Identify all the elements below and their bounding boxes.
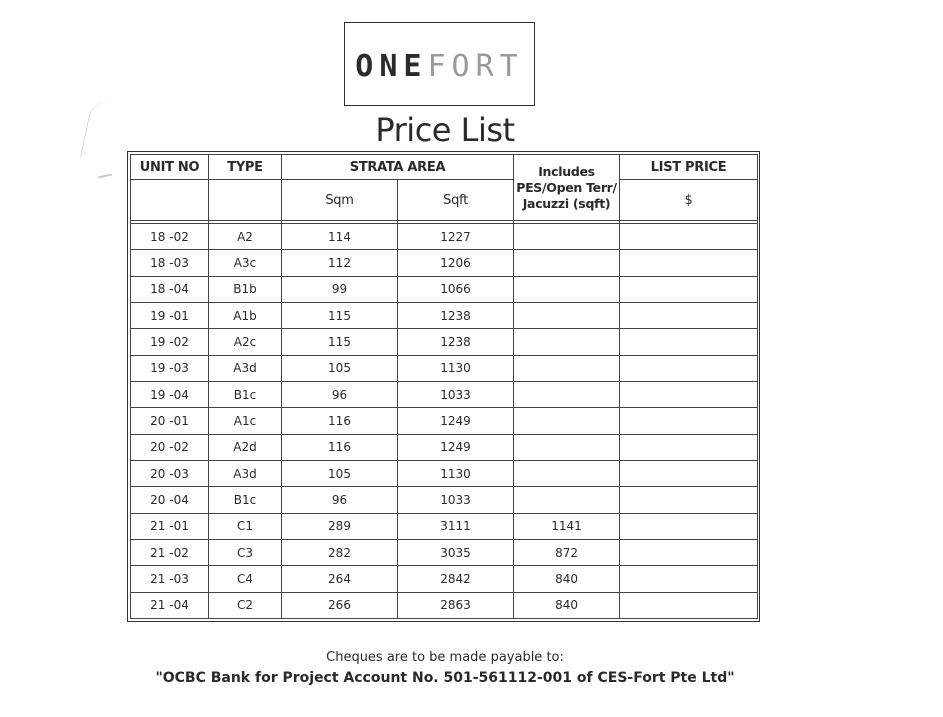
cell-type: A1c	[209, 408, 282, 434]
logo-text-strong: ONE	[355, 49, 428, 84]
cell-sqm: 105	[282, 460, 398, 486]
header-type-blank	[209, 180, 282, 221]
table-row	[131, 329, 758, 355]
cell-sqft: 2842	[398, 566, 514, 592]
cell-type: A3c	[209, 250, 282, 276]
price-table-frame	[127, 151, 760, 622]
cell-type: A2c	[209, 329, 282, 355]
cell-unit-no: 20 -01	[131, 408, 209, 434]
table-row	[131, 355, 758, 381]
cell-type: C3	[209, 539, 282, 565]
header-sqft: Sqft	[398, 180, 514, 221]
cell-includes	[514, 355, 620, 381]
cell-unit-no: 21 -02	[131, 539, 209, 565]
table-row	[131, 487, 758, 513]
cell-list-price	[620, 303, 758, 329]
cell-unit-no: 19 -01	[131, 303, 209, 329]
table-row	[131, 434, 758, 460]
cell-unit-no: 21 -03	[131, 566, 209, 592]
cell-type: A1b	[209, 303, 282, 329]
header-strata-area: STRATA AREA	[282, 155, 514, 180]
cell-includes: 1141	[514, 513, 620, 539]
cell-unit-no: 20 -02	[131, 434, 209, 460]
cell-list-price	[620, 592, 758, 618]
cell-sqm: 99	[282, 276, 398, 302]
cell-unit-no: 18 -02	[131, 224, 209, 250]
cell-type: C4	[209, 566, 282, 592]
cell-includes: 872	[514, 539, 620, 565]
table-row	[131, 303, 758, 329]
cell-sqm: 96	[282, 382, 398, 408]
cell-sqft: 1130	[398, 460, 514, 486]
cell-sqm: 116	[282, 408, 398, 434]
cell-unit-no: 21 -01	[131, 513, 209, 539]
cell-includes	[514, 250, 620, 276]
cell-sqft: 1249	[398, 434, 514, 460]
cell-type: B1c	[209, 382, 282, 408]
table-row	[131, 224, 758, 250]
cell-includes	[514, 382, 620, 408]
logo-wordmark	[355, 49, 524, 84]
cell-sqft: 1033	[398, 487, 514, 513]
header-sqm: Sqm	[282, 180, 398, 221]
cell-sqft: 2863	[398, 592, 514, 618]
cell-unit-no: 20 -04	[131, 487, 209, 513]
header-currency: $	[620, 180, 758, 221]
payment-account-details: "OCBC Bank for Project Account No. 501-561112-001 of CES-Fort Pte Ltd"	[155, 670, 735, 686]
table-row	[131, 250, 758, 276]
cell-sqm: 105	[282, 355, 398, 381]
header-unit-no-blank	[131, 180, 209, 221]
cell-sqm: 289	[282, 513, 398, 539]
cell-unit-no: 20 -03	[131, 460, 209, 486]
table-body	[131, 221, 758, 619]
cell-unit-no: 18 -03	[131, 250, 209, 276]
cell-list-price	[620, 382, 758, 408]
cell-includes	[514, 408, 620, 434]
table-row	[131, 592, 758, 618]
header-unit-no: UNIT NO	[131, 155, 209, 180]
page-title: Price List	[375, 111, 515, 149]
cell-sqft: 3111	[398, 513, 514, 539]
cell-sqft: 1238	[398, 303, 514, 329]
header-includes-line2: PES/Open Terr/	[516, 179, 617, 195]
cell-includes	[514, 276, 620, 302]
cell-sqm: 264	[282, 566, 398, 592]
cell-sqm: 282	[282, 539, 398, 565]
table-row	[131, 276, 758, 302]
cell-list-price	[620, 329, 758, 355]
cell-sqm: 115	[282, 329, 398, 355]
brand-logo	[344, 22, 535, 106]
cell-sqft: 1206	[398, 250, 514, 276]
header-includes	[514, 155, 620, 221]
cell-sqft: 1066	[398, 276, 514, 302]
cell-includes: 840	[514, 566, 620, 592]
cell-type: A3d	[209, 460, 282, 486]
cell-sqft: 1033	[398, 382, 514, 408]
cell-sqft: 1249	[398, 408, 514, 434]
cell-sqm: 116	[282, 434, 398, 460]
logo-text-faint: FORT	[427, 49, 524, 84]
cell-includes: 840	[514, 592, 620, 618]
cell-list-price	[620, 566, 758, 592]
cell-sqm: 115	[282, 303, 398, 329]
cell-list-price	[620, 434, 758, 460]
cell-type: B1b	[209, 276, 282, 302]
cell-sqft: 1238	[398, 329, 514, 355]
cell-list-price	[620, 487, 758, 513]
cell-list-price	[620, 513, 758, 539]
cell-sqft: 1130	[398, 355, 514, 381]
header-includes-line3: Jacuzzi (sqft)	[522, 195, 611, 211]
cell-unit-no: 18 -04	[131, 276, 209, 302]
cell-list-price	[620, 539, 758, 565]
cell-type: A2d	[209, 434, 282, 460]
cell-sqm: 96	[282, 487, 398, 513]
cell-sqm: 266	[282, 592, 398, 618]
cell-sqft: 3035	[398, 539, 514, 565]
table-row	[131, 460, 758, 486]
cell-includes	[514, 303, 620, 329]
cell-type: B1c	[209, 487, 282, 513]
cell-list-price	[620, 276, 758, 302]
table-row	[131, 566, 758, 592]
cell-type: A3d	[209, 355, 282, 381]
table-row	[131, 513, 758, 539]
cell-type: C1	[209, 513, 282, 539]
payment-instruction: Cheques are to be made payable to:	[326, 650, 564, 665]
cell-includes	[514, 460, 620, 486]
header-type: TYPE	[209, 155, 282, 180]
cell-list-price	[620, 250, 758, 276]
price-table	[130, 154, 758, 619]
cell-unit-no: 19 -02	[131, 329, 209, 355]
cell-sqm: 112	[282, 250, 398, 276]
cell-sqm: 114	[282, 224, 398, 250]
cell-type: C2	[209, 592, 282, 618]
cell-list-price	[620, 355, 758, 381]
cell-unit-no: 19 -03	[131, 355, 209, 381]
header-includes-line1: Includes	[538, 163, 595, 179]
cell-unit-no: 21 -04	[131, 592, 209, 618]
cell-list-price	[620, 408, 758, 434]
cell-includes	[514, 224, 620, 250]
table-row	[131, 382, 758, 408]
cell-includes	[514, 434, 620, 460]
table-header	[131, 155, 758, 221]
cell-type: A2	[209, 224, 282, 250]
cell-unit-no: 19 -04	[131, 382, 209, 408]
cell-sqft: 1227	[398, 224, 514, 250]
cell-includes	[514, 329, 620, 355]
header-list-price: LIST PRICE	[620, 155, 758, 180]
table-row	[131, 539, 758, 565]
cell-list-price	[620, 224, 758, 250]
table-row	[131, 408, 758, 434]
cell-includes	[514, 487, 620, 513]
cell-list-price	[620, 460, 758, 486]
scan-artifact-dash	[98, 174, 112, 179]
